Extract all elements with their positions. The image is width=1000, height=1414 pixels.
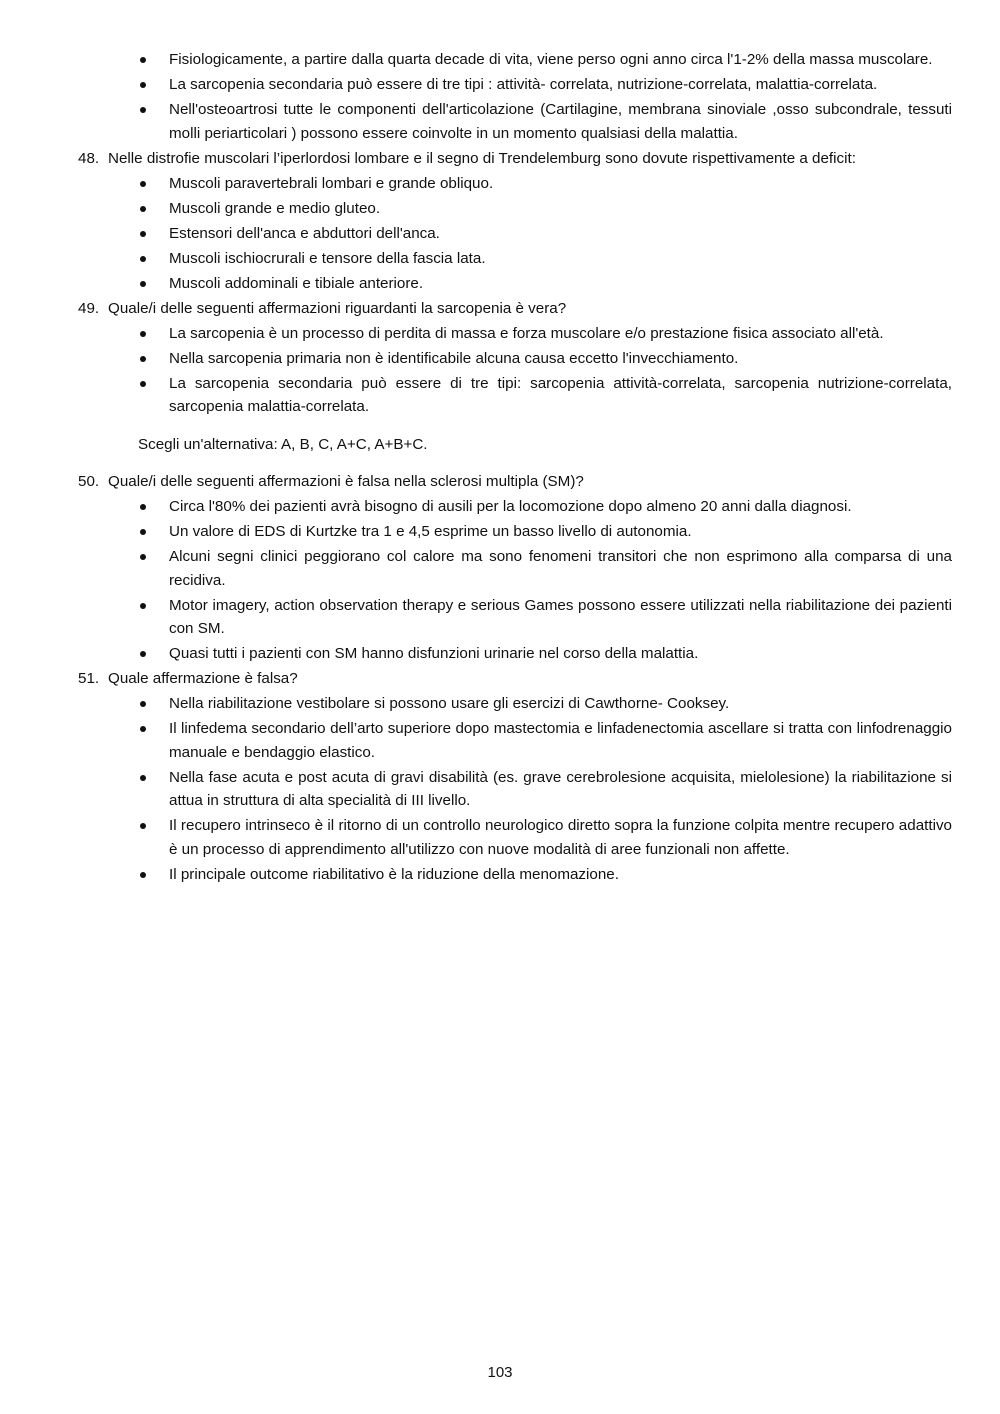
option-text: La sarcopenia è un processo di perdita di massa e forza muscolare e/o prestazione fisica associato all'età. xyxy=(169,324,884,342)
list-item xyxy=(78,322,952,346)
option-text: Circa l'80% dei pazienti avrà bisogno di ausili per la locomozione dopo almeno 20 anni dalla diagnosi. xyxy=(169,498,852,515)
option-text: Estensori dell'anca e abduttori dell'anca. xyxy=(169,224,440,242)
question-number: 49. xyxy=(78,299,100,317)
list-item xyxy=(78,372,952,419)
question-49 xyxy=(78,297,952,321)
bullet-icon xyxy=(140,823,146,829)
list-item xyxy=(78,247,952,271)
bullet-icon xyxy=(140,231,146,237)
bullet-icon xyxy=(140,57,146,63)
bullet-icon xyxy=(140,281,146,287)
bullet-icon xyxy=(140,256,146,262)
list-item xyxy=(78,347,952,371)
list-item xyxy=(78,594,952,641)
option-text: Un valore di EDS di Kurtzke tra 1 e 4,5 esprime un basso livello di autonomia. xyxy=(169,523,692,540)
bullet-icon xyxy=(140,381,146,387)
option-text: La sarcopenia secondaria può essere di tre tipi: sarcopenia attività-correlata, sarcopenia nutrizione-correlata, sarcopenia malattia-correlata. xyxy=(169,374,952,415)
question-48-options xyxy=(78,172,952,296)
question-50-options xyxy=(78,495,952,666)
question-49-options xyxy=(78,322,952,419)
list-item xyxy=(78,717,952,764)
list-item xyxy=(78,172,952,196)
list-item xyxy=(78,73,952,97)
bullet-icon xyxy=(140,775,146,781)
bullet-icon xyxy=(140,701,146,707)
option-text: Motor imagery, action observation therapy e serious Games possono essere utilizzati nella riabilitazione dei pazienti con SM. xyxy=(169,596,952,637)
question-text: Quale/i delle seguenti affermazioni è falsa nella sclerosi multipla (SM)? xyxy=(108,473,584,490)
option-text: Muscoli ischiocrurali e tensore della fascia lata. xyxy=(169,249,486,267)
option-text: Nella sarcopenia primaria non è identificabile alcuna causa eccetto l'invecchiamento. xyxy=(169,349,739,367)
page-number: 103 xyxy=(487,1364,513,1381)
option-text: Muscoli grande e medio gluteo. xyxy=(169,199,381,217)
bullet-icon xyxy=(140,872,146,878)
bullet-icon xyxy=(140,107,146,113)
list-item xyxy=(78,814,952,861)
bullet-icon xyxy=(140,651,146,657)
option-text: Quasi tutti i pazienti con SM hanno disfunzioni urinarie nel corso della malattia. xyxy=(169,645,699,662)
question-number: 50. xyxy=(78,473,100,490)
answer-choice-note: Scegli un'alternativa: A, B, C, A+C, A+B+C. xyxy=(138,435,428,453)
option-text: Muscoli paravertebrali lombari e grande obliquo. xyxy=(169,174,494,192)
option-text: Il principale outcome riabilitativo è la riduzione della menomazione. xyxy=(169,865,619,883)
page-content xyxy=(78,48,952,888)
question-51-options xyxy=(78,692,952,886)
bullet-text: Nell'osteoartrosi tutte le componenti dell'articolazione (Cartilagine, membrana sinoviale ,osso subcondrale, tessuti molli periarticolari ) possono essere coinvolte in un momento qualsiasi della malattia. xyxy=(169,101,952,142)
list-item xyxy=(78,98,952,145)
bullet-icon xyxy=(140,181,146,187)
bullet-icon xyxy=(140,603,146,609)
option-text: Il linfedema secondario dell’arto superiore dopo mastectomia e linfadenectomia ascellare si tratta con linfodrenaggio manuale e bendaggio elastico. xyxy=(169,720,952,761)
question-number: 51. xyxy=(78,670,100,687)
list-item xyxy=(78,642,952,666)
list-item xyxy=(78,272,952,296)
option-text: Muscoli addominali e tibiale anteriore. xyxy=(169,274,424,292)
bullet-icon xyxy=(140,554,146,560)
list-item xyxy=(78,222,952,246)
list-item xyxy=(78,863,952,887)
question-48 xyxy=(78,147,952,171)
question-text: Quale/i delle seguenti affermazioni riguardanti la sarcopenia è vera? xyxy=(108,299,567,317)
question-text: Nelle distrofie muscolari l’iperlordosi lombare e il segno di Trendelemburg sono dovute rispettivamente a deficit: xyxy=(108,149,856,167)
bullet-icon xyxy=(140,206,146,212)
option-text: Nella riabilitazione vestibolare si possono usare gli esercizi di Cawthorne- Cooksey. xyxy=(169,695,730,712)
intro-bullet-list xyxy=(78,48,952,145)
question-50 xyxy=(78,470,952,494)
question-51 xyxy=(78,667,952,691)
list-item xyxy=(78,48,952,72)
bullet-icon xyxy=(140,82,146,88)
list-item xyxy=(78,692,952,716)
option-text: Nella fase acuta e post acuta di gravi disabilità (es. grave cerebrolesione acquisita, mielolesione) la riabilitazione si attua in struttura di alta specialità di III livello. xyxy=(169,768,952,809)
bullet-icon xyxy=(140,529,146,535)
list-item xyxy=(78,520,952,544)
bullet-text: Fisiologicamente, a partire dalla quarta decade di vita, viene perso ogni anno circa l'1-2% della massa muscolare. xyxy=(169,51,933,68)
list-item xyxy=(78,197,952,221)
bullet-icon xyxy=(140,504,146,510)
list-item xyxy=(78,495,952,519)
bullet-icon xyxy=(140,726,146,732)
option-text: Alcuni segni clinici peggiorano col calore ma sono fenomeni transitori che non esprimono alla comparsa di una recidiva. xyxy=(169,548,952,589)
bullet-text: La sarcopenia secondaria può essere di tre tipi : attività- correlata, nutrizione-correlata, malattia-correlata. xyxy=(169,76,878,93)
bullet-icon xyxy=(140,331,146,337)
question-text: Quale affermazione è falsa? xyxy=(108,670,298,687)
list-item xyxy=(78,766,952,813)
question-number: 48. xyxy=(78,149,100,167)
option-text: Il recupero intrinseco è il ritorno di un controllo neurologico diretto sopra la funzione colpita mentre recupero adattivo è un processo di apprendimento all'utilizzo con nuove modalità di aree funzionali non affette. xyxy=(169,817,952,858)
bullet-icon xyxy=(140,356,146,362)
list-item xyxy=(78,545,952,592)
